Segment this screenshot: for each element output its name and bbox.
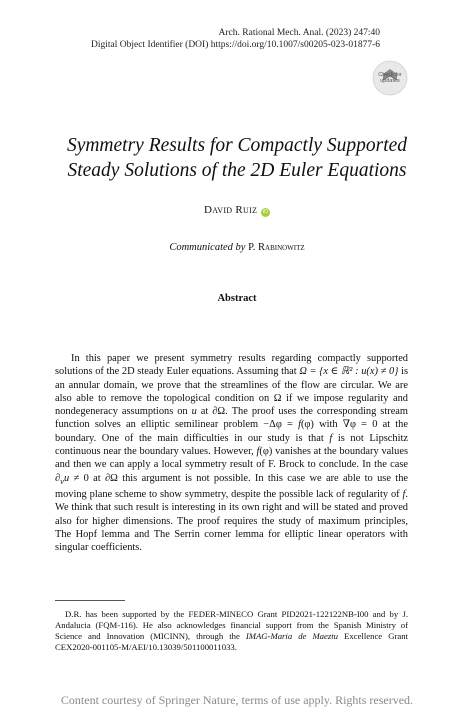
- communicated-prefix: Communicated by: [169, 242, 246, 253]
- footnote-text-1: D.R. has been supported by the FEDER-MINECO Grant PID2021-122122NB-I00 and by J. Andalucia (FQM-116). He also acknowledges financial support from the Spanish Ministry of Science and Innovation (MICINN), through the: [55, 609, 408, 641]
- abstract-text-2: is an annular domain, we prove that the streamlines of the flow are circular. We are also able to remove the topological condition on Ω if we impose regularity and nondegeneracy assumptions on: [55, 366, 409, 418]
- badge-line-2: updates: [380, 78, 400, 84]
- title-line-1: Symmetry Results for Compactly Supported: [66, 135, 408, 156]
- abstract-math-nu: ν: [60, 475, 64, 486]
- abstract-text-3: at ∂Ω. The proof uses the corresponding stream function solves an elliptic semilinear problem −Δφ =: [55, 406, 409, 431]
- check-for-updates-label: [366, 72, 414, 84]
- badge-line-1: Check for: [378, 72, 402, 78]
- footnote-divider: [55, 600, 125, 601]
- abstract-math-f2: f: [329, 432, 333, 444]
- abstract-text-8: . We think that such result is interesting in its own right and will be stated and proved also for higher dimensions. The proof requires the study of maximum principles, The Hopf lemma and The Serrin corner lemma for elliptic linear operators with singular coefficients.: [55, 489, 408, 554]
- footnote-text-2: Excellence Grant CEX2020-001105-M/AEI/10.13039/501100011033.: [55, 631, 408, 652]
- abstract-text-6: (φ) vanishes at the boundary values and then we can apply a local symmetry result of F. Brock to conclude. In the case ∂: [55, 446, 408, 484]
- author-line: [0, 204, 474, 217]
- communicated-by: [0, 242, 474, 253]
- funding-footnote: [55, 609, 408, 653]
- abstract-math-u: u: [191, 406, 197, 418]
- abstract-text-1: In this paper we present symmetry results regarding compactly supported solutions of the 2D steady Euler equations. Assuming that: [55, 353, 408, 378]
- abstract-heading: Abstract: [217, 293, 257, 304]
- abstract-math-f4: f: [402, 489, 406, 501]
- orcid-icon[interactable]: iD: [262, 209, 269, 215]
- abstract-text-7: ≠ 0 at ∂Ω this argument is not possible. In this case we are able to use the moving plane scheme to show symmetry, despite the possible lack of regularity of: [55, 472, 408, 501]
- footnote-italic: IMAG-Maria de Maeztu: [245, 631, 339, 641]
- abstract-math-set: Ω = {x ∈ ℝ² : u(x) ≠ 0}: [299, 366, 399, 378]
- doi-line[interactable]: Digital Object Identifier (DOI) https://doi.org/10.1007/s00205-023-01877-6: [90, 40, 380, 50]
- author-name[interactable]: David Ruiz: [203, 204, 258, 216]
- abstract-text-5: is not Lipschitz continuous near the boundary values. However,: [55, 432, 409, 458]
- title-line-2: Steady Solutions of the 2D Euler Equations: [67, 160, 407, 181]
- abstract-math-f: f: [298, 419, 301, 431]
- abstract-text-4: (φ) with ∇φ = 0 at the boundary. One of the main difficulties in our study is that: [55, 419, 408, 444]
- journal-header: [40, 27, 380, 51]
- abstract-math-f3: f: [256, 446, 260, 458]
- journal-citation: Arch. Rational Mech. Anal. (2023) 247:40: [218, 28, 380, 38]
- communicating-editor: P. Rabinowitz: [248, 242, 305, 253]
- courtesy-notice: Content courtesy of Springer Nature, terms of use apply. Rights reserved.: [60, 693, 414, 707]
- abstract-body: [55, 352, 408, 555]
- paper-title: [20, 133, 454, 183]
- abstract-math-u2: u: [63, 472, 70, 484]
